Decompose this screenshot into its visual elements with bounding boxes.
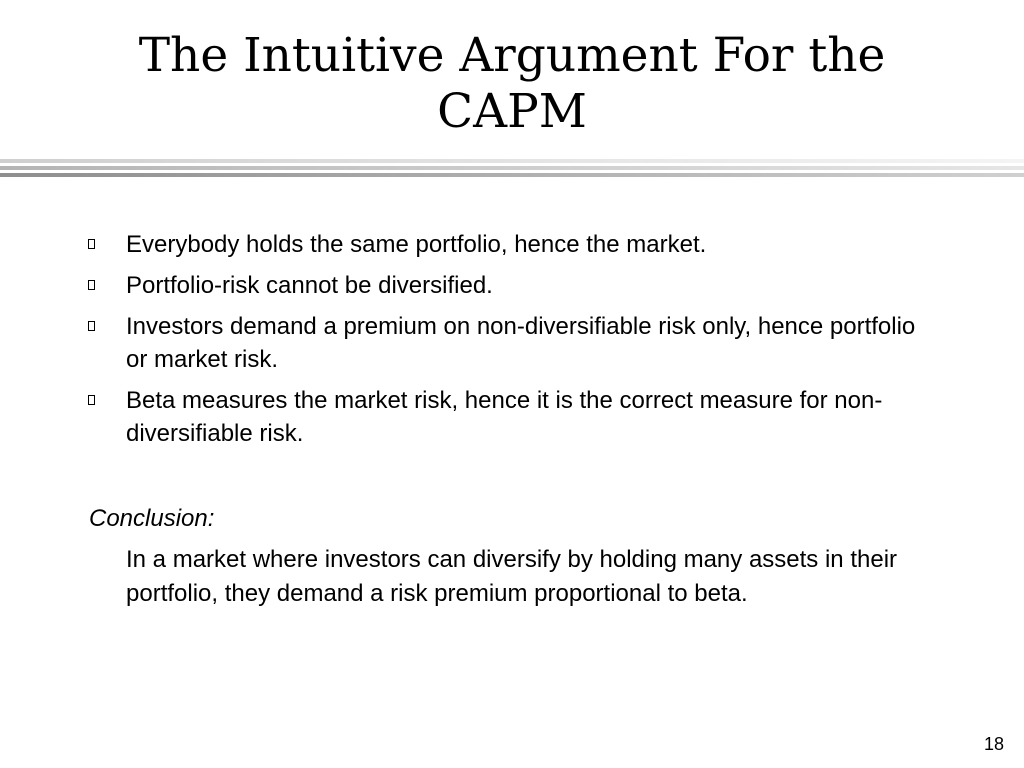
- bullet-text: Everybody holds the same portfolio, hence the market.: [126, 231, 707, 258]
- bullet-list: [0, 228, 1024, 458]
- bullet-item: [0, 228, 926, 261]
- title-divider-line-middle: [0, 166, 1024, 170]
- bullet-text: Portfolio-risk cannot be diversified.: [126, 272, 493, 299]
- bullet-text: Investors demand a premium on non-diversifiable risk only, hence portfolio or market risk.: [126, 313, 916, 373]
- hollow-square-bullet-icon: [88, 239, 95, 249]
- title-divider-line-top: [0, 159, 1024, 163]
- conclusion-text: In a market where investors can diversify by holding many assets in their portfolio, they demand a risk premium proportional to beta.: [126, 546, 898, 607]
- slide-page-number: 18: [983, 734, 1004, 754]
- title-divider-line-bottom: [0, 173, 1024, 177]
- conclusion-heading: Conclusion:: [89, 505, 215, 532]
- hollow-square-bullet-icon: [88, 280, 95, 290]
- slide-title-line-2: CAPM: [437, 84, 587, 139]
- slide-title: [0, 28, 1024, 140]
- bullet-text: Beta measures the market risk, hence it is the correct measure for non-diversifiable risk.: [126, 387, 883, 447]
- hollow-square-bullet-icon: [88, 395, 95, 405]
- bullet-item: [0, 384, 926, 450]
- hollow-square-bullet-icon: [88, 321, 95, 331]
- bullet-item: [0, 269, 926, 302]
- slide-title-line-1: The Intuitive Argument For the: [138, 28, 886, 83]
- bullet-item: [0, 310, 926, 376]
